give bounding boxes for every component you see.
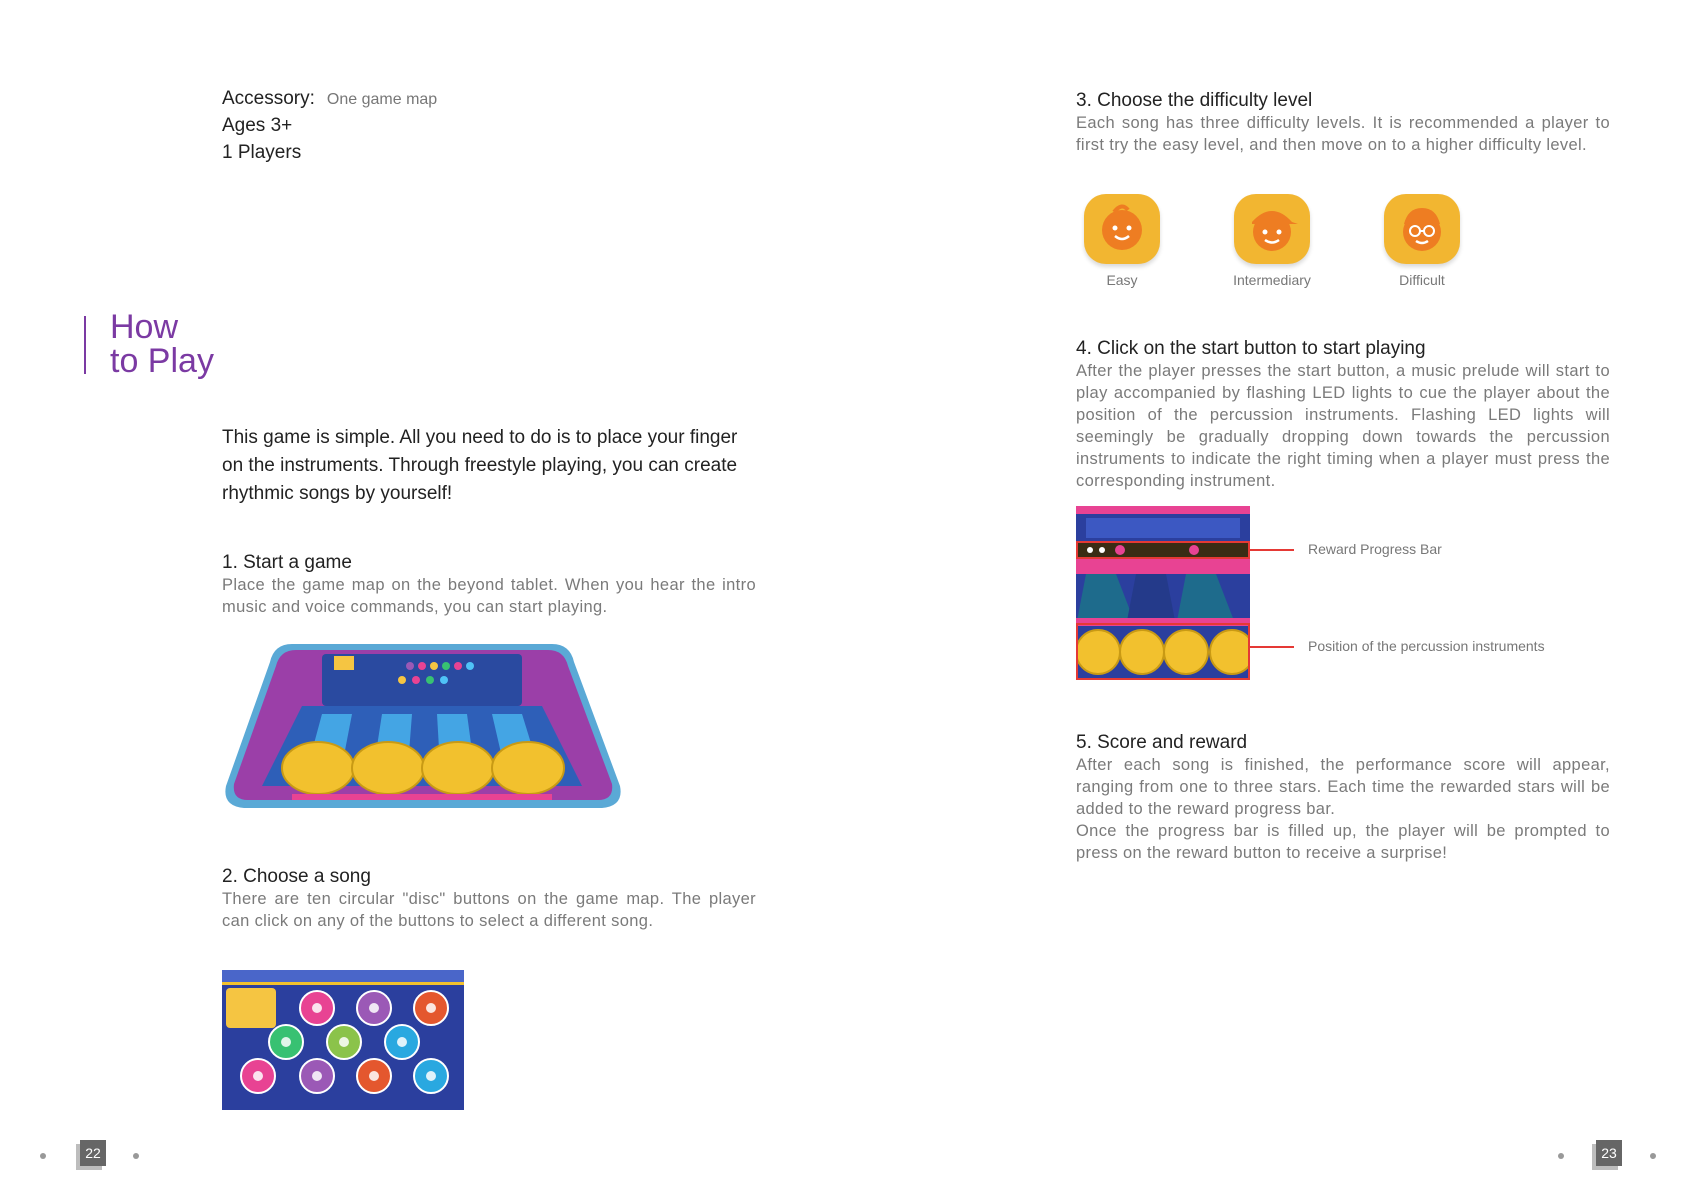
step5-body1: After each song is finished, the performance score will appear, ranging from one to three stars. Each time the rewarded stars will be added to the reward progress bar.: [1076, 756, 1610, 818]
step3-heading: 3. Choose the difficulty level: [1076, 90, 1313, 111]
page-number-left: 22: [80, 1140, 106, 1166]
step1-body: Place the game map on the beyond tablet. When you hear the intro music and voice commands, you can start playing.: [222, 576, 756, 616]
level-easy: [1084, 194, 1160, 264]
players-text: 1 Players: [222, 142, 302, 163]
step4-section: [1076, 338, 1610, 492]
game-map-illustration: [222, 636, 622, 816]
ages-text: Ages 3+: [222, 115, 293, 136]
step5-heading: 5. Score and reward: [1076, 732, 1248, 753]
intermediary-card: [1234, 194, 1310, 264]
cap-face-icon: [1234, 194, 1310, 264]
step1-section: [222, 552, 756, 618]
easy-card: [1084, 194, 1160, 264]
step3-section: [1076, 90, 1610, 156]
level-intermediary: [1234, 194, 1310, 264]
accessory-value: One game map: [326, 91, 438, 108]
step5-body2: Once the progress bar is filled up, the player will be prompted to press on the reward button to receive a surprise!: [1076, 822, 1610, 862]
step2-section: [222, 866, 756, 932]
accessory-line: [222, 88, 437, 110]
step4-body: After the player presses the start button, a music prelude will start to play accompanied by flashing LED lights to cue the player about the position of the percussion instruments. Flashing LED lights will seemingly be gradually dropping down towards the percussion instruments to indicate the right timing when a player must press the corresponding instrument.: [1076, 362, 1610, 490]
level-label-intermediary: Intermediary: [1233, 272, 1311, 288]
step1-heading: 1. Start a game: [222, 552, 352, 573]
accessory-label: Accessory:: [222, 88, 315, 109]
title-accent-bar: [84, 316, 86, 374]
level-difficult: [1384, 194, 1460, 264]
accessory-block: [222, 88, 437, 164]
page-title-line1: How: [110, 308, 179, 346]
page-title-line2: to Play: [110, 342, 214, 380]
intro-paragraph: This game is simple. All you need to do is to place your finger on the instruments. Through freestyle playing, you can create rhythmic songs by yourself!: [222, 427, 738, 504]
footer-dot-left: [40, 1153, 46, 1159]
difficult-card: [1384, 194, 1460, 264]
baby-face-icon: [1084, 194, 1160, 264]
step2-body: There are ten circular "disc" buttons on the game map. The player can click on any of the buttons to select a different song.: [222, 890, 756, 930]
step3-body: Each song has three difficulty levels. It is recommended a player to first try the easy level, and then move on to a higher difficulty level.: [1076, 114, 1610, 154]
callout-line-instruments: [1250, 646, 1294, 648]
page-number-right: 23: [1596, 1140, 1622, 1166]
gameplay-illustration: [1076, 506, 1250, 680]
glasses-face-icon: [1384, 194, 1460, 264]
step5-section: [1076, 732, 1610, 864]
callout-progress-bar: Reward Progress Bar: [1308, 541, 1442, 557]
footer-dot-right: [133, 1153, 139, 1159]
level-label-difficult: Difficult: [1399, 272, 1445, 288]
callout-line-progress: [1250, 549, 1294, 551]
song-disc-illustration: [222, 970, 464, 1110]
footer-dot-right-2: [1650, 1153, 1656, 1159]
page-title: [110, 310, 214, 378]
step4-heading: 4. Click on the start button to start playing: [1076, 338, 1426, 359]
step2-heading: 2. Choose a song: [222, 866, 371, 887]
footer-dot-left-2: [1558, 1153, 1564, 1159]
callout-instruments: Position of the percussion instruments: [1308, 638, 1545, 654]
level-label-easy: Easy: [1106, 272, 1138, 288]
